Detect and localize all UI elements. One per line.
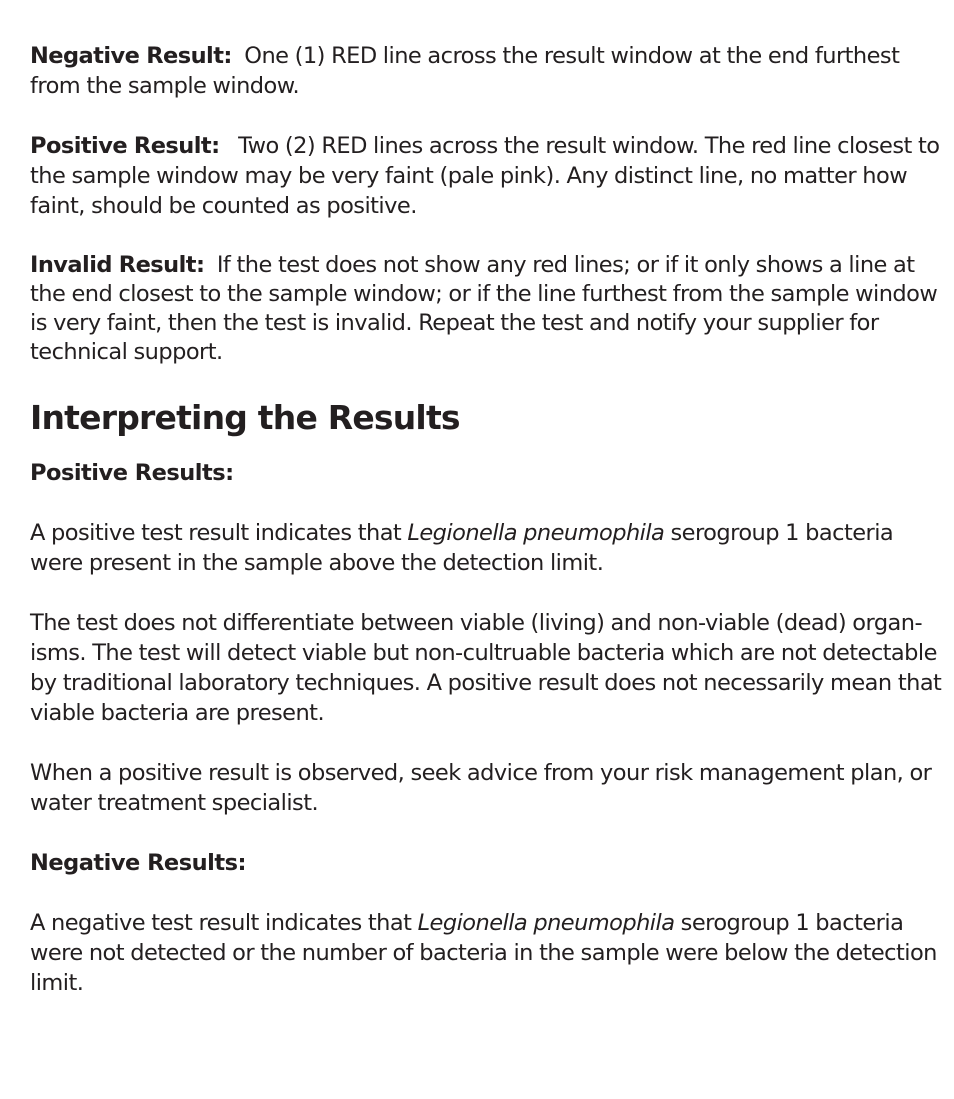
negative-result-label: Negative Result: xyxy=(30,43,232,69)
negative-p1-before: A negative test result indicates that xyxy=(30,910,418,936)
positive-result-text: Two (2) RED lines across the result window. The red line closest to the sample window may be very faint (pale pink). Any distinct line, no matter how faint, should be counted as positive. xyxy=(30,133,940,219)
positive-p1-after: serogroup 1 bacteria were present in the sample above the detection limit. xyxy=(30,520,894,576)
negative-results-paragraph-1 xyxy=(30,908,942,998)
negative-p1-species: Legionella pneumophila xyxy=(417,910,675,936)
positive-p1-before: A positive test result indicates that xyxy=(30,520,408,546)
negative-result-text: One (1) RED line across the result window at the end furthest from the sample window. xyxy=(30,43,900,99)
positive-p1-species: Legionella pneumophila xyxy=(407,520,665,546)
positive-results-paragraph-2: The test does not differentiate between viable (living) and non-viable (dead) organ-isms. The test will detect viable but non-cultruable bacteria which are not detectable by traditional laboratory techniques. A positive result does not necessarily mean that viable bacteria are present. xyxy=(30,610,942,726)
positive-result-definition xyxy=(30,131,942,221)
document-page xyxy=(30,41,942,998)
section-title: Interpreting the Results xyxy=(30,398,460,437)
positive-results-paragraph-1 xyxy=(30,518,942,578)
negative-results-heading: Negative Results: xyxy=(30,850,246,876)
invalid-result-definition xyxy=(30,251,942,367)
positive-results-paragraph-3: When a positive result is observed, seek advice from your risk management plan, or water treatment specialist. xyxy=(30,760,932,816)
positive-result-label: Positive Result: xyxy=(30,133,220,159)
negative-p1-after: serogroup 1 bacteria were not detected or the number of bacteria in the sample were below the detection limit. xyxy=(30,910,937,996)
positive-results-heading: Positive Results: xyxy=(30,460,234,486)
negative-result-definition xyxy=(30,41,942,101)
invalid-result-label: Invalid Result: xyxy=(30,252,205,278)
invalid-result-text: If the test does not show any red lines; or if it only shows a line at the end closest to the sample window; or if the line furthest from the sample window is very faint, then the test is invalid. Repeat the test and notify your supplier for technical support. xyxy=(30,252,938,365)
